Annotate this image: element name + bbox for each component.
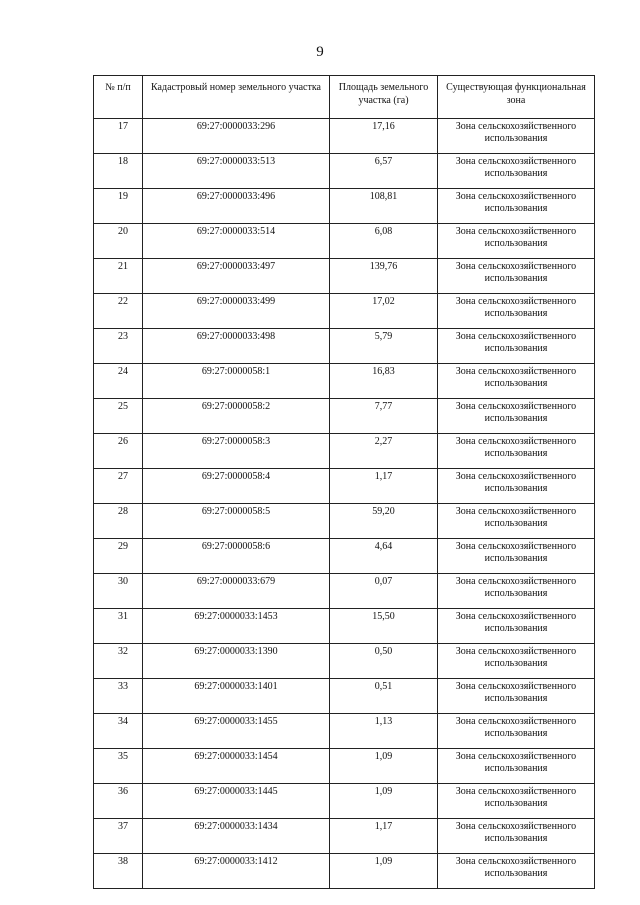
row-number-cell: 28: [94, 504, 143, 539]
table-row: [94, 539, 595, 574]
functional-zone-cell: Зона сельскохозяйственного использования: [438, 399, 595, 434]
row-number-cell: 21: [94, 259, 143, 294]
cadastral-number-cell: 69:27:0000058:5: [143, 504, 330, 539]
table-row: [94, 504, 595, 539]
functional-zone-cell: Зона сельскохозяйственного использования: [438, 714, 595, 749]
area-cell: 0,50: [330, 644, 438, 679]
header-area: Площадь земельного участка (га): [330, 76, 438, 119]
functional-zone-cell: Зона сельскохозяйственного использования: [438, 574, 595, 609]
area-cell: 1,09: [330, 784, 438, 819]
cadastral-number-cell: 69:27:0000033:1401: [143, 679, 330, 714]
functional-zone-cell: Зона сельскохозяйственного использования: [438, 539, 595, 574]
cadastral-number-cell: 69:27:0000033:1454: [143, 749, 330, 784]
row-number-cell: 30: [94, 574, 143, 609]
table-row: [94, 714, 595, 749]
table-row: [94, 259, 595, 294]
area-cell: 17,16: [330, 119, 438, 154]
table-row: [94, 574, 595, 609]
table-body: [94, 119, 595, 889]
area-cell: 1,09: [330, 854, 438, 889]
functional-zone-cell: Зона сельскохозяйственного использования: [438, 469, 595, 504]
table-row: [94, 679, 595, 714]
area-cell: 4,64: [330, 539, 438, 574]
row-number-cell: 23: [94, 329, 143, 364]
row-number-cell: 24: [94, 364, 143, 399]
area-cell: 0,51: [330, 679, 438, 714]
row-number-cell: 34: [94, 714, 143, 749]
table-row: [94, 189, 595, 224]
cadastral-number-cell: 69:27:0000058:2: [143, 399, 330, 434]
cadastral-number-cell: 69:27:0000033:679: [143, 574, 330, 609]
row-number-cell: 33: [94, 679, 143, 714]
functional-zone-cell: Зона сельскохозяйственного использования: [438, 154, 595, 189]
table-row: [94, 329, 595, 364]
functional-zone-cell: Зона сельскохозяйственного использования: [438, 329, 595, 364]
functional-zone-cell: Зона сельскохозяйственного использования: [438, 749, 595, 784]
row-number-cell: 27: [94, 469, 143, 504]
area-cell: 1,17: [330, 469, 438, 504]
table-row: [94, 469, 595, 504]
area-cell: 6,57: [330, 154, 438, 189]
functional-zone-cell: Зона сельскохозяйственного использования: [438, 434, 595, 469]
functional-zone-cell: Зона сельскохозяйственного использования: [438, 119, 595, 154]
cadastral-number-cell: 69:27:0000033:514: [143, 224, 330, 259]
table-row: [94, 854, 595, 889]
row-number-cell: 36: [94, 784, 143, 819]
row-number-cell: 29: [94, 539, 143, 574]
table-row: [94, 819, 595, 854]
functional-zone-cell: Зона сельскохозяйственного использования: [438, 504, 595, 539]
cadastral-number-cell: 69:27:0000058:4: [143, 469, 330, 504]
row-number-cell: 20: [94, 224, 143, 259]
functional-zone-cell: Зона сельскохозяйственного использования: [438, 259, 595, 294]
cadastral-number-cell: 69:27:0000033:1455: [143, 714, 330, 749]
area-cell: 17,02: [330, 294, 438, 329]
cadastral-number-cell: 69:27:0000033:497: [143, 259, 330, 294]
area-cell: 108,81: [330, 189, 438, 224]
table-row: [94, 609, 595, 644]
functional-zone-cell: Зона сельскохозяйственного использования: [438, 854, 595, 889]
row-number-cell: 25: [94, 399, 143, 434]
row-number-cell: 17: [94, 119, 143, 154]
area-cell: 6,08: [330, 224, 438, 259]
row-number-cell: 31: [94, 609, 143, 644]
table-row: [94, 749, 595, 784]
header-number: № п/п: [94, 76, 143, 119]
area-cell: 5,79: [330, 329, 438, 364]
land-plots-table: [93, 75, 595, 889]
row-number-cell: 38: [94, 854, 143, 889]
header-cadastral-number: Кадастровый номер земельного участка: [143, 76, 330, 119]
cadastral-number-cell: 69:27:0000033:498: [143, 329, 330, 364]
row-number-cell: 32: [94, 644, 143, 679]
cadastral-number-cell: 69:27:0000033:1390: [143, 644, 330, 679]
cadastral-number-cell: 69:27:0000033:1453: [143, 609, 330, 644]
cadastral-number-cell: 69:27:0000058:3: [143, 434, 330, 469]
cadastral-number-cell: 69:27:0000033:1445: [143, 784, 330, 819]
row-number-cell: 37: [94, 819, 143, 854]
functional-zone-cell: Зона сельскохозяйственного использования: [438, 784, 595, 819]
table-row: [94, 399, 595, 434]
table-row: [94, 119, 595, 154]
table-row: [94, 784, 595, 819]
row-number-cell: 22: [94, 294, 143, 329]
table-row: [94, 294, 595, 329]
header-functional-zone: Существующая функциональная зона: [438, 76, 595, 119]
cadastral-number-cell: 69:27:0000033:496: [143, 189, 330, 224]
cadastral-number-cell: 69:27:0000033:1412: [143, 854, 330, 889]
area-cell: 0,07: [330, 574, 438, 609]
cadastral-number-cell: 69:27:0000033:1434: [143, 819, 330, 854]
area-cell: 1,09: [330, 749, 438, 784]
area-cell: 16,83: [330, 364, 438, 399]
table-header-row: [94, 76, 595, 119]
cadastral-number-cell: 69:27:0000058:6: [143, 539, 330, 574]
table-row: [94, 154, 595, 189]
area-cell: 15,50: [330, 609, 438, 644]
table-row: [94, 434, 595, 469]
area-cell: 1,13: [330, 714, 438, 749]
page-number: 9: [316, 44, 324, 60]
cadastral-number-cell: 69:27:0000058:1: [143, 364, 330, 399]
table-row: [94, 364, 595, 399]
table-row: [94, 644, 595, 679]
area-cell: 2,27: [330, 434, 438, 469]
cadastral-number-cell: 69:27:0000033:499: [143, 294, 330, 329]
functional-zone-cell: Зона сельскохозяйственного использования: [438, 644, 595, 679]
functional-zone-cell: Зона сельскохозяйственного использования: [438, 294, 595, 329]
area-cell: 7,77: [330, 399, 438, 434]
table-row: [94, 224, 595, 259]
area-cell: 59,20: [330, 504, 438, 539]
area-cell: 139,76: [330, 259, 438, 294]
row-number-cell: 26: [94, 434, 143, 469]
functional-zone-cell: Зона сельскохозяйственного использования: [438, 679, 595, 714]
area-cell: 1,17: [330, 819, 438, 854]
functional-zone-cell: Зона сельскохозяйственного использования: [438, 819, 595, 854]
functional-zone-cell: Зона сельскохозяйственного использования: [438, 224, 595, 259]
cadastral-number-cell: 69:27:0000033:513: [143, 154, 330, 189]
functional-zone-cell: Зона сельскохозяйственного использования: [438, 189, 595, 224]
row-number-cell: 18: [94, 154, 143, 189]
functional-zone-cell: Зона сельскохозяйственного использования: [438, 609, 595, 644]
cadastral-number-cell: 69:27:0000033:296: [143, 119, 330, 154]
row-number-cell: 19: [94, 189, 143, 224]
row-number-cell: 35: [94, 749, 143, 784]
functional-zone-cell: Зона сельскохозяйственного использования: [438, 364, 595, 399]
